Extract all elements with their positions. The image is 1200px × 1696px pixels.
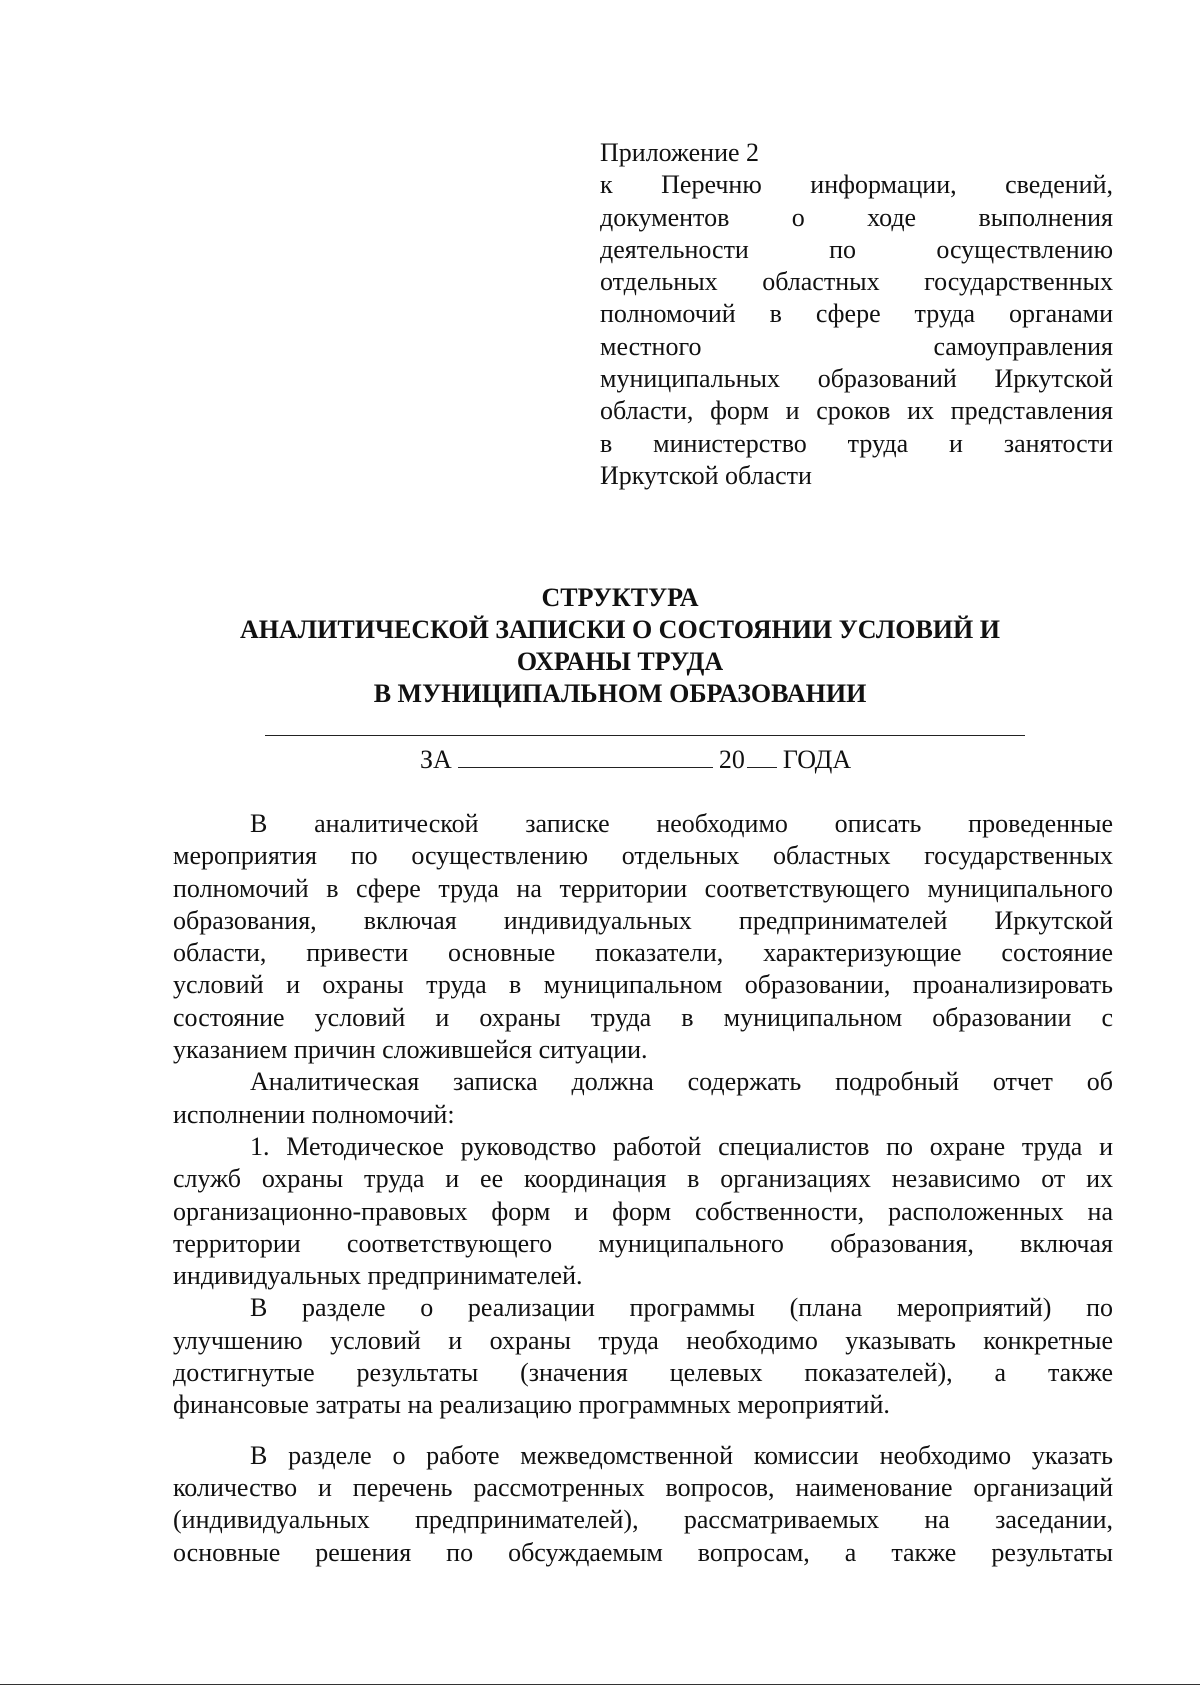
page-bottom-rule — [0, 1684, 1200, 1685]
appendix-title: Приложение 2 — [600, 138, 760, 167]
document-heading — [170, 582, 1070, 710]
paragraph-requirements — [173, 1066, 1113, 1131]
appendix-line: к Перечню информации, сведений, — [600, 170, 1113, 200]
paragraph-line: служб охраны труда и ее координация в организациях независимо от их — [173, 1164, 1113, 1194]
paragraph-line: В аналитической записке необходимо описать проведенные — [250, 809, 1113, 838]
heading-line: СТРУКТУРА — [541, 583, 699, 612]
paragraph-line: количество и перечень рассмотренных вопросов, наименование организаций — [173, 1472, 1113, 1502]
period-suffix: ГОДА — [782, 745, 852, 774]
appendix-line: полномочий в сфере труда органами — [600, 299, 1113, 329]
paragraph-line: организационно-правовых форм и форм собственности, расположенных на — [173, 1196, 1113, 1226]
paragraph-line: (индивидуальных предпринимателей), рассматриваемых на заседании, — [173, 1505, 1113, 1535]
paragraph-line: исполнении полномочий: — [173, 1099, 455, 1129]
appendix-line: области, форм и сроков их представления — [600, 396, 1113, 426]
paragraph-program — [173, 1292, 1113, 1421]
paragraph-line: достигнутые результаты (значения целевых показателей), а также — [173, 1358, 1113, 1388]
paragraph-line: финансовые затраты на реализацию программных мероприятий. — [173, 1390, 890, 1420]
paragraph-line: Аналитическая записка должна содержать подробный отчет об — [250, 1067, 1113, 1097]
heading-line: ОХРАНЫ ТРУДА — [516, 647, 724, 676]
paragraph-line: полномочий в сфере труда на территории соответствующего муниципального — [173, 873, 1113, 903]
document-body — [173, 808, 1113, 1569]
appendix-line: документов о ходе выполнения — [600, 202, 1113, 232]
paragraph-line: основные решения по обсуждаемым вопросам, а также результаты — [173, 1537, 1113, 1567]
paragraph-line: территории соответствующего муниципального образования, включая — [173, 1228, 1113, 1258]
appendix-block — [600, 137, 1113, 492]
paragraph-line: образования, включая индивидуальных предпринимателей Иркутской — [173, 905, 1113, 935]
period-line — [420, 744, 851, 776]
appendix-line: муниципальных образований Иркутской — [600, 364, 1113, 394]
period-year-prefix: 20 — [718, 745, 745, 774]
paragraph-intro — [173, 808, 1113, 1066]
paragraph-line: В разделе о работе межведомственной комиссии необходимо указать — [250, 1440, 1113, 1470]
year-blank — [747, 745, 777, 768]
heading-line: В МУНИЦИПАЛЬНОМ ОБРАЗОВАНИИ — [373, 679, 867, 708]
appendix-line: Иркутской области — [600, 460, 812, 490]
appendix-line: в министерство труда и занятости — [600, 428, 1113, 458]
paragraph-line: условий и охраны труда в муниципальном образовании, проанализировать — [173, 970, 1113, 1000]
paragraph-line: мероприятия по осуществлению отдельных областных государственных — [173, 841, 1113, 871]
appendix-text — [600, 169, 1113, 492]
period-blank — [458, 745, 713, 768]
paragraph-item-1 — [173, 1131, 1113, 1292]
paragraph-commission — [173, 1440, 1113, 1569]
paragraph-line: 1. Методическое руководство работой специалистов по охране труда и — [250, 1131, 1113, 1161]
municipality-blank-line — [265, 735, 1025, 736]
paragraph-line: улучшению условий и охраны труда необходимо указывать конкретные — [173, 1325, 1113, 1355]
heading-line: АНАЛИТИЧЕСКОЙ ЗАПИСКИ О СОСТОЯНИИ УСЛОВИЙ И — [240, 615, 1000, 644]
period-prefix: ЗА — [420, 745, 452, 774]
paragraph-line: индивидуальных предпринимателей. — [173, 1261, 583, 1291]
paragraph-line: указанием причин сложившейся ситуации. — [173, 1035, 648, 1065]
appendix-line: отдельных областных государственных — [600, 267, 1113, 297]
paragraph-line: В разделе о реализации программы (плана мероприятий) по — [250, 1293, 1113, 1323]
appendix-line: деятельности по осуществлению — [600, 234, 1113, 264]
paragraph-gap — [173, 1422, 1113, 1440]
appendix-line: местного самоуправления — [600, 331, 1113, 361]
paragraph-line: области, привести основные показатели, характеризующие состояние — [173, 938, 1113, 968]
paragraph-line: состояние условий и охраны труда в муниципальном образовании с — [173, 1002, 1113, 1032]
